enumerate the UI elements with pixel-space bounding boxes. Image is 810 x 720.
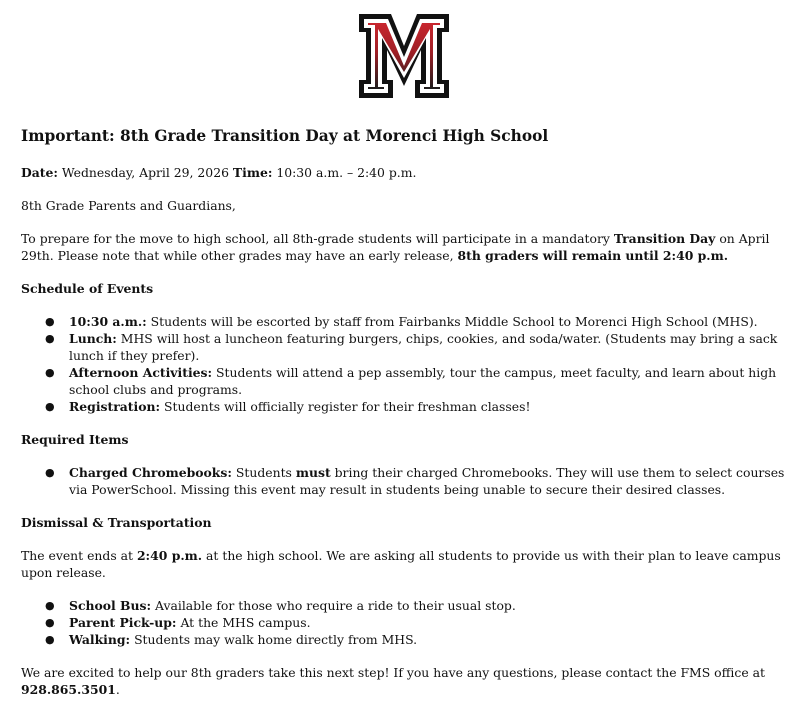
intro-text-1: To prepare for the move to high school, all 8th-grade students will participate in a mandatory: [21, 231, 614, 246]
list-item-label: School Bus:: [69, 598, 152, 613]
list-item-text: Students will officially register for their freshman classes!: [160, 399, 531, 414]
list-item: [21, 614, 791, 631]
date-time-line: [21, 164, 791, 181]
list-item-emphasis: must: [295, 465, 331, 480]
date-value: Wednesday, April 29, 2026: [57, 165, 233, 180]
schedule-list: [21, 313, 791, 415]
schedule-heading: Schedule of Events: [21, 281, 154, 296]
list-item: [21, 330, 791, 364]
list-item: [21, 464, 791, 498]
list-item: [21, 364, 791, 398]
list-item-text: MHS will host a luncheon featuring burgers, chips, cookies, and soda/water. (Students may bring a sack lunch if they prefer).: [69, 331, 778, 363]
list-item-text: At the MHS campus.: [176, 615, 311, 630]
letter-title: Important: 8th Grade Transition Day at Morenci High School: [21, 127, 549, 145]
list-item: [21, 597, 791, 614]
list-item-text: bring their charged Chromebooks. They will use them to select courses via PowerSchool. Missing this event may result in students being unable to secure their desired classes.: [69, 465, 785, 497]
list-item-text: Students will be escorted by staff from Fairbanks Middle School to Morenci High School (MHS).: [146, 314, 758, 329]
dismissal-list: [21, 597, 791, 648]
required-items-heading: Required Items: [21, 432, 129, 447]
list-item-label: Charged Chromebooks:: [69, 465, 232, 480]
dismissal-time: 2:40 p.m.: [136, 548, 203, 563]
intro-paragraph: [21, 230, 791, 264]
list-item-label: Lunch:: [69, 331, 117, 346]
dismissal-paragraph: [21, 547, 791, 581]
intro-bold-transition-day: Transition Day: [613, 231, 716, 246]
school-logo: [357, 12, 451, 100]
closing-paragraph: [21, 664, 791, 698]
intro-bold-dismissal: 8th graders will remain until 2:40 p.m.: [457, 248, 729, 263]
list-item-text: Students will attend a pep assembly, tour the campus, meet faculty, and learn about high school clubs and programs.: [69, 365, 777, 397]
intro-text-2: on April 29th. Please note that while other grades may have an early release,: [21, 231, 770, 263]
list-item-label: Registration:: [69, 399, 161, 414]
list-item-label: Parent Pick-up:: [69, 615, 177, 630]
dismissal-text-2: at the high school. We are asking all students to provide us with their plan to leave campus upon release.: [21, 548, 781, 580]
list-item-text: Students may walk home directly from MHS.: [130, 632, 418, 647]
list-item-label: 10:30 a.m.:: [69, 314, 147, 329]
list-item: [21, 631, 791, 648]
list-item-text: Students: [231, 465, 296, 480]
closing-text: We are excited to help our 8th graders take this next step! If you have any questions, please contact the FMS office at: [21, 665, 765, 680]
m-logo-graphic: [357, 12, 451, 100]
list-item: [21, 398, 791, 415]
date-label: Date:: [21, 165, 58, 180]
letter-content: [21, 126, 791, 714]
dismissal-text-1: The event ends at: [21, 548, 137, 563]
list-item-text: Available for those who require a ride to their usual stop.: [151, 598, 516, 613]
list-item-label: Afternoon Activities:: [69, 365, 213, 380]
dismissal-heading: Dismissal & Transportation: [21, 515, 212, 530]
phone-number: 928.865.3501: [21, 682, 116, 697]
time-label: Time:: [232, 165, 273, 180]
required-items-list: [21, 464, 791, 498]
closing-period: .: [115, 682, 120, 697]
time-value: 10:30 a.m. – 2:40 p.m.: [272, 165, 417, 180]
list-item: [21, 313, 791, 330]
list-item-label: Walking:: [69, 632, 131, 647]
greeting: 8th Grade Parents and Guardians,: [21, 198, 236, 213]
